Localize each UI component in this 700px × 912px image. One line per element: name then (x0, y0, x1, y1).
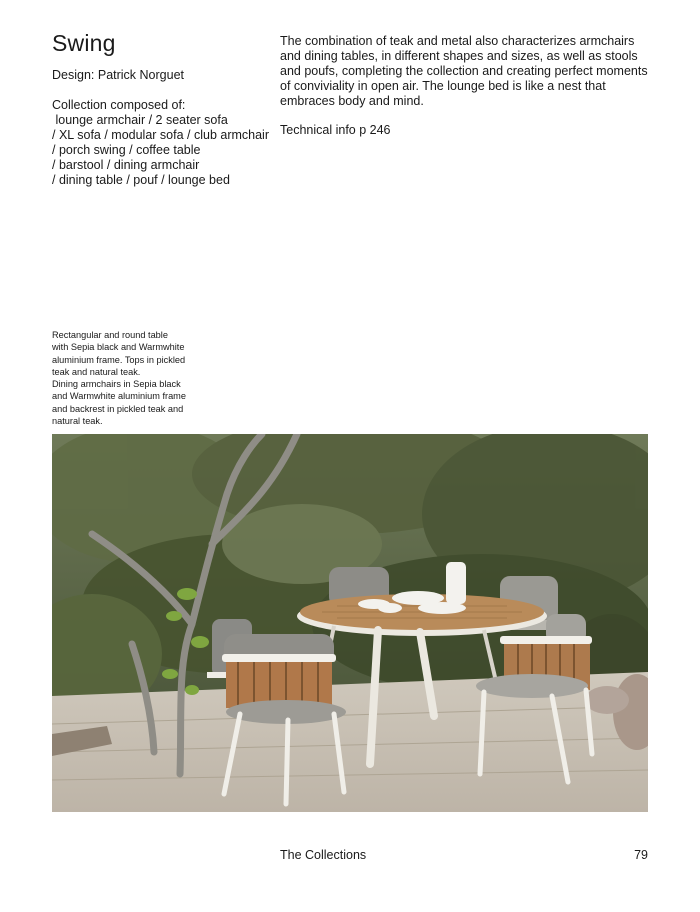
caption-line: and Warmwhite aluminium frame (52, 391, 186, 402)
caption-line: aluminium frame. Tops in pickled (52, 354, 186, 365)
page-title: Swing (52, 30, 116, 56)
designer-credit: Design: Patrick Norguet (52, 68, 185, 82)
collection-list (52, 98, 267, 188)
description-column (280, 34, 650, 138)
caption-line: teak and natural teak. (52, 366, 141, 377)
technical-info-link[interactable]: Technical info p 246 (280, 123, 391, 137)
caption-line: with Sepia black and Warmwhite (52, 342, 185, 353)
description-text: The combination of teak and metal also characterizes armchairs and dining tables, in different shapes and sizes, as well as stools and poufs, completing the collection and creating perfect moments of conviviality in open air. The lounge bed is like a nest that embraces body and mind. (280, 34, 648, 108)
caption-line: and backrest in pickled teak and (52, 403, 184, 414)
caption-line: Dining armchairs in Sepia black (52, 379, 181, 390)
photo-caption (52, 329, 202, 427)
collection-line: / dining table / pouf / lounge bed (52, 173, 230, 187)
collection-line: / barstool / dining armchair (52, 158, 200, 172)
page-number: 79 (634, 848, 648, 862)
product-photo (52, 434, 648, 812)
collection-line: / XL sofa / modular sofa / club armchair (52, 128, 269, 142)
caption-line: Rectangular and round table (52, 330, 168, 340)
caption-line: natural teak. (52, 416, 103, 427)
collection-heading: Collection composed of: (52, 98, 186, 112)
collection-line: lounge armchair / 2 seater sofa (52, 113, 228, 127)
collection-line: / porch swing / coffee table (52, 143, 201, 157)
footer-section-label: The Collections (280, 848, 367, 862)
